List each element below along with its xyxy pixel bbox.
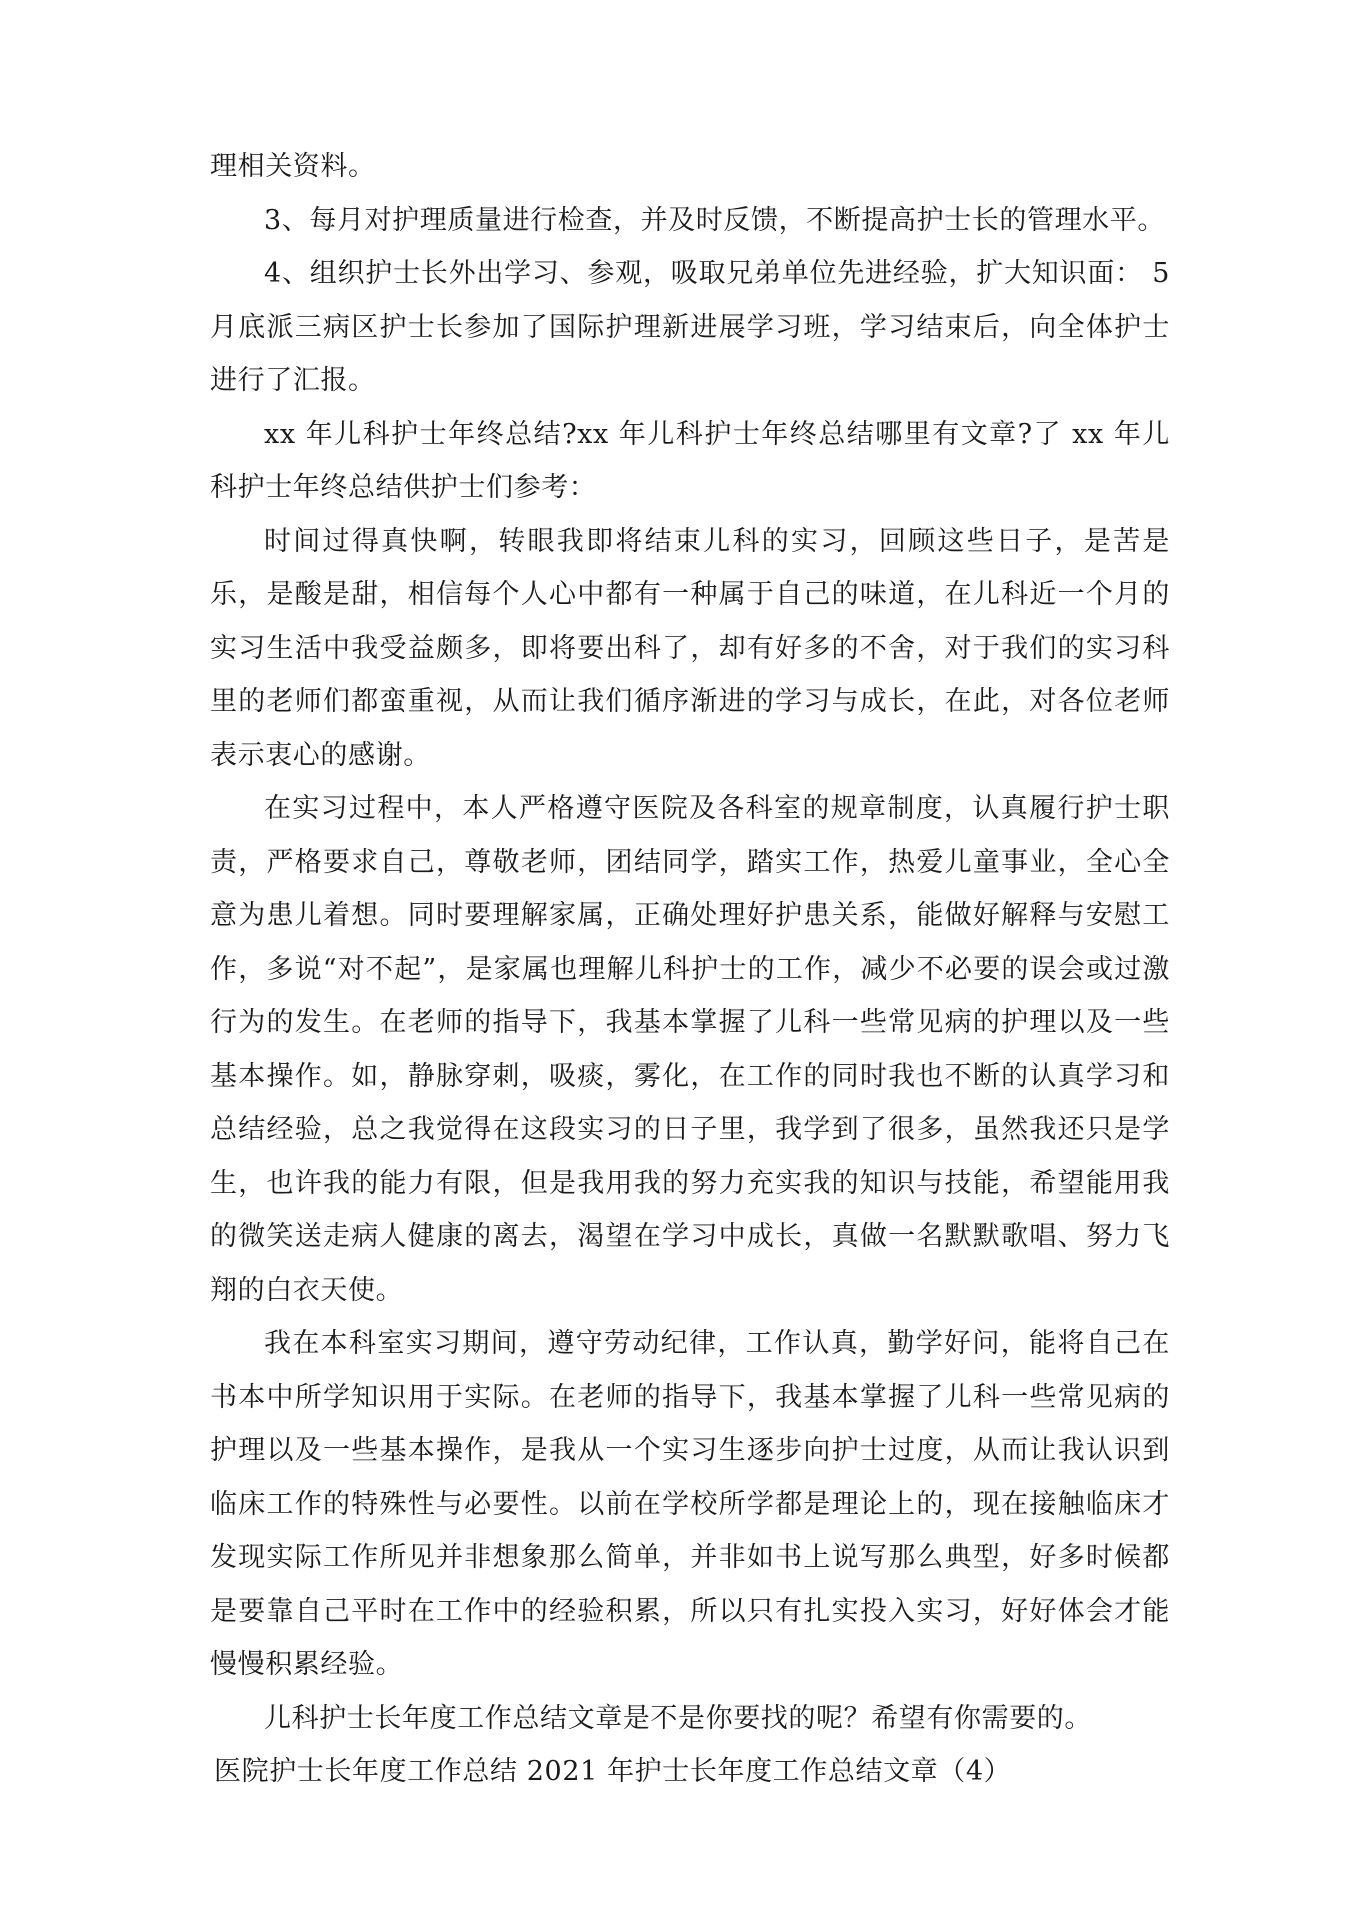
paragraph-department-internship: 我在本科室实习期间，遵守劳动纪律，工作认真，勤学好问，能将自己在书本中所学知识用于实际。在老师的指导下，我基本掌握了儿科一些常见病的护理以及一些基本操作，是我从一个实习生逐步向护士过度，从而让我认识到临床工作的特殊性与必要性。以前在学校所学都是理论上的，现在接触临床才发现实际工作所见并非想象那么简单，并非如书上说写那么典型，好多时候都是要靠自己平时在工作中的经验积累，所以只有扎实投入实习，好好体会才能慢慢积累经验。	[210, 1328, 1170, 1680]
paragraph-continued: 理相关资料。	[210, 151, 376, 182]
paragraph-item-4: 4、组织护士长外出学习、参观，吸取兄弟单位先进经验，扩大知识面： 5月底派三病区护士长参加了国际护理新进展学习班，学习结束后，向全体护士进行了汇报。	[210, 258, 1170, 396]
paragraph-intro: xx 年儿科护士年终总结?xx 年儿科护士年终总结哪里有文章?了 xx 年儿科护士年终总结供护士们参考：	[210, 418, 1170, 503]
paragraph-closing: 儿科护士长年度工作总结文章是不是你要找的呢？希望有你需要的。	[264, 1702, 1092, 1734]
paragraph-reflection: 时间过得真快啊，转眼我即将结束儿科的实习，回顾这些日子，是苦是乐，是酸是甜，相信每个人心中都有一种属于自己的味道，在儿科近一个月的实习生活中我受益颇多，即将要出科了，却有好多的不舍，对于我们的实习科里的老师们都蛮重视，从而让我们循序渐进的学习与成长，在此，对各位老师表示衷心的感谢。	[210, 525, 1170, 771]
paragraph-item-3: 3、每月对护理质量进行检查，并及时反馈，不断提高护士长的管理水平。	[264, 204, 1165, 236]
section-title: 医院护士长年度工作总结 2021 年护士长年度工作总结文章（4）	[214, 1756, 1012, 1787]
document-page	[210, 140, 1170, 1799]
paragraph-internship-process: 在实习过程中，本人严格遵守医院及各科室的规章制度，认真履行护士职责，严格要求自己，尊敬老师，团结同学，踏实工作，热爱儿童事业，全心全意为患儿着想。同时要理解家属，正确处理好护患关系，能做好解释与安慰工作，多说“对不起”，是家属也理解儿科护士的工作，减少不必要的误会或过激行为的发生。在老师的指导下，我基本掌握了儿科一些常见病的护理以及一些基本操作。如，静脉穿刺，吸痰，雾化，在工作的同时我也不断的认真学习和总结经验，总之我觉得在这段实习的日子里，我学到了很多，虽然我还只是学生，也许我的能力有限，但是我用我的努力充实我的知识与技能，希望能用我的微笑送走病人健康的离去，渴望在学习中成长，真做一名默默歌唱、努力飞翔的白衣天使。	[210, 793, 1170, 1306]
